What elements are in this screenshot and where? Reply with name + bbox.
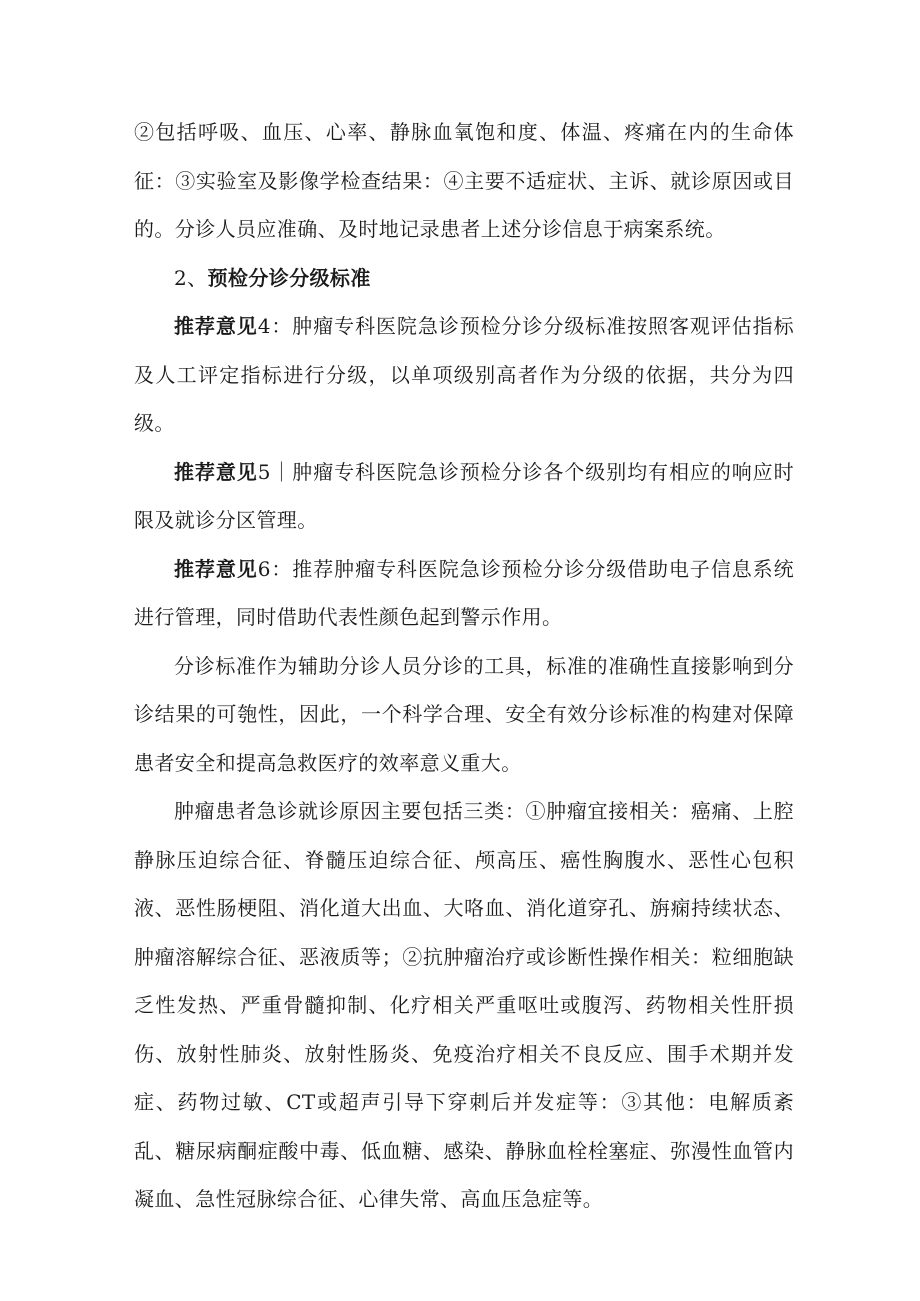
- recommendation-label: 推荐意见: [174, 556, 258, 581]
- document-body: [134, 108, 794, 1224]
- recommendation-text: 6：推荐肿瘤专科医院急诊预检分诊分级借助电子信息系统进行管理，同时借助代表性颜色起到警示作用。: [134, 556, 795, 629]
- recommendation-6: [134, 545, 794, 642]
- section-title: 预检分诊分级标准: [207, 265, 371, 290]
- paragraph-triage-standard: 分诊标准作为辅助分诊人员分诊的工具，标准的准确性直接影响到分诊结果的可匏性，因此，一个科学合理、安全有效分诊标准的构建对保障患者安全和提高急救医疗的效率意义重大。: [134, 653, 794, 775]
- recommendation-label: 推荐意见: [174, 459, 258, 484]
- section-heading-triage-standard: [134, 254, 794, 303]
- recommendation-text: 4：肿瘤专科医院急诊预检分诊分级标准按照客观评估指标及人工评定指标进行分级，以单项级别高者作为分级的依据，共分为四级。: [134, 314, 795, 435]
- recommendation-text: 5｜肿瘤专科医院急诊预检分诊各个级别均有相应的响应时限及就诊分区管理。: [134, 459, 795, 532]
- recommendation-label: 推荐意见: [174, 314, 258, 338]
- recommendation-5: [134, 448, 794, 545]
- section-number: 2、: [174, 265, 208, 290]
- recommendation-4: [134, 302, 794, 448]
- paragraph-emergency-causes: 肿瘤患者急诊就诊原因主要包括三类：①肿瘤宜接相关：癌痛、上腔静脉压迫综合征、脊髓压迫综合征、颅高压、癌性胸腹水、恶性心包积液、恶性肠梗阻、消化道大出血、大咯血、消化道穿孔、旃痫持续状态、肿瘤溶解综合征、恶液质等；②抗肿瘤治疗或诊断性操作相关：粒细胞缺乏性发热、严重骨髓抑制、化疗相关严重呕吐或腹泻、药物相关性肝损伤、放射性肺炎、放射性肠炎、免疫治疗相关不良反应、围手术期并发症、药物过敏、CT或超声引导下穿刺后并发症等：③其他：电解质紊乱、糖尿病酮症酸中毒、低血糖、感染、静脉血栓栓塞症、弥漫性血管内凝血、急性冠脉综合征、心律失常、高血压急症等。: [134, 799, 794, 1211]
- paragraph-vital-signs: ②包括呼吸、血压、心率、静脉血氧饱和度、体温、疼痛在内的生命体征：③实验室及影像学检查结果：④主要不适症状、主诉、就诊原因或目的。分诊人员应准确、及时地记录患者上述分诊信息于病案系统。: [134, 120, 794, 241]
